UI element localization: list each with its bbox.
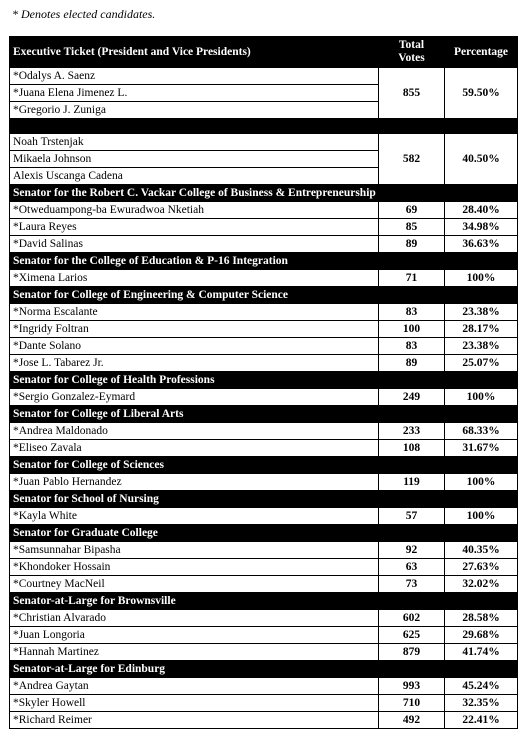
candidate-row — [10, 321, 518, 338]
candidate-row — [10, 440, 518, 457]
candidate-name: *Eliseo Zavala — [10, 440, 379, 457]
section-title: Senator for College of Health Professions — [10, 372, 518, 389]
ticket-separator — [10, 119, 518, 134]
candidate-row — [10, 542, 518, 559]
candidate-row — [10, 270, 518, 287]
candidate-votes: 119 — [379, 474, 445, 491]
table-header-row — [10, 37, 518, 68]
candidate-percentage: 68.33% — [445, 423, 518, 440]
candidate-name: *Skyler Howell — [10, 695, 379, 712]
candidate-name: *Andrea Gaytan — [10, 678, 379, 695]
candidate-percentage: 40.35% — [445, 542, 518, 559]
candidate-row — [10, 338, 518, 355]
candidate-name: *Hannah Martinez — [10, 644, 379, 661]
candidate-votes: 100 — [379, 321, 445, 338]
candidate-name: *Richard Reimer — [10, 712, 379, 729]
candidate-row — [10, 423, 518, 440]
candidate-percentage: 32.35% — [445, 695, 518, 712]
candidate-name: *Courtney MacNeil — [10, 576, 379, 593]
section-header-row — [10, 406, 518, 423]
candidate-row — [10, 712, 518, 729]
candidate-votes: 57 — [379, 508, 445, 525]
candidate-percentage: 28.40% — [445, 202, 518, 219]
candidate-name: *Norma Escalante — [10, 304, 379, 321]
candidate-votes: 625 — [379, 627, 445, 644]
section-header-row — [10, 372, 518, 389]
candidate-votes: 492 — [379, 712, 445, 729]
candidate-percentage: 22.41% — [445, 712, 518, 729]
candidate-row — [10, 355, 518, 372]
candidate-votes: 710 — [379, 695, 445, 712]
candidate-votes: 89 — [379, 355, 445, 372]
candidate-row — [10, 508, 518, 525]
candidate-row — [10, 389, 518, 406]
candidate-name: *Laura Reyes — [10, 219, 379, 236]
section-header-row — [10, 593, 518, 610]
candidate-votes: 83 — [379, 304, 445, 321]
candidate-row — [10, 610, 518, 627]
candidate-percentage: 32.02% — [445, 576, 518, 593]
candidate-votes: 602 — [379, 610, 445, 627]
candidate-row — [10, 236, 518, 253]
candidate-votes: 89 — [379, 236, 445, 253]
candidate-row — [10, 678, 518, 695]
candidate-row — [10, 559, 518, 576]
section-title: Senator for School of Nursing — [10, 491, 518, 508]
candidate-votes: 233 — [379, 423, 445, 440]
candidate-votes: 85 — [379, 219, 445, 236]
candidate-percentage: 100% — [445, 270, 518, 287]
candidate-name: *Juan Pablo Hernandez — [10, 474, 379, 491]
section-header-row — [10, 457, 518, 474]
percentage-header: Percentage — [445, 37, 518, 68]
candidate-votes: 71 — [379, 270, 445, 287]
candidate-votes: 73 — [379, 576, 445, 593]
section-title: Senator for College of Liberal Arts — [10, 406, 518, 423]
candidate-votes: 108 — [379, 440, 445, 457]
candidate-votes: 993 — [379, 678, 445, 695]
candidate-name: Noah Trstenjak — [10, 134, 379, 151]
candidate-row — [10, 695, 518, 712]
candidate-name: Mikaela Johnson — [10, 151, 379, 168]
candidate-percentage: 100% — [445, 474, 518, 491]
candidate-row — [10, 627, 518, 644]
candidate-row — [10, 644, 518, 661]
candidate-percentage: 28.58% — [445, 610, 518, 627]
candidate-name: *Samsunnahar Bipasha — [10, 542, 379, 559]
section-title: Senator for the College of Education & P-16 Integration — [10, 253, 518, 270]
ticket-row — [10, 68, 518, 85]
section-header-row — [10, 661, 518, 678]
section-title: Senator for College of Engineering & Computer Science — [10, 287, 518, 304]
candidate-percentage: 31.67% — [445, 440, 518, 457]
candidate-votes: 249 — [379, 389, 445, 406]
candidate-name: *Sergio Gonzalez-Eymard — [10, 389, 379, 406]
candidate-name: *David Salinas — [10, 236, 379, 253]
section-header-row — [10, 491, 518, 508]
candidate-row — [10, 304, 518, 321]
candidate-name: *Dante Solano — [10, 338, 379, 355]
total-votes-header: Total Votes — [379, 37, 445, 68]
candidate-votes: 83 — [379, 338, 445, 355]
candidate-name: *Gregorio J. Zuniga — [10, 102, 379, 119]
section-header-row — [10, 525, 518, 542]
candidate-percentage: 29.68% — [445, 627, 518, 644]
ticket-percentage: 59.50% — [445, 68, 518, 119]
ticket-percentage: 40.50% — [445, 134, 518, 185]
election-results-table — [9, 36, 518, 729]
candidate-name: *Ingridy Foltran — [10, 321, 379, 338]
candidate-name: *Christian Alvarado — [10, 610, 379, 627]
elected-note: * Denotes elected candidates. — [12, 7, 156, 21]
candidate-percentage: 23.38% — [445, 304, 518, 321]
candidate-name: *Khondoker Hossain — [10, 559, 379, 576]
candidate-percentage: 28.17% — [445, 321, 518, 338]
candidate-votes: 69 — [379, 202, 445, 219]
section-title: Senator for the Robert C. Vackar College of Business & Entrepreneurship — [10, 185, 518, 202]
candidate-name: *Otweduampong-ba Ewuradwoa Nketiah — [10, 202, 379, 219]
candidate-name: *Juan Longoria — [10, 627, 379, 644]
candidate-row — [10, 219, 518, 236]
candidate-percentage: 25.07% — [445, 355, 518, 372]
candidate-row — [10, 474, 518, 491]
candidate-votes: 879 — [379, 644, 445, 661]
candidate-name: *Andrea Maldonado — [10, 423, 379, 440]
section-title: Senator-at-Large for Edinburg — [10, 661, 518, 678]
candidate-name: *Ximena Larios — [10, 270, 379, 287]
ticket-votes: 582 — [379, 134, 445, 185]
candidate-percentage: 27.63% — [445, 559, 518, 576]
candidate-votes: 63 — [379, 559, 445, 576]
ticket-row — [10, 134, 518, 151]
separator-cell — [10, 119, 518, 134]
candidate-percentage: 36.63% — [445, 236, 518, 253]
section-header-row — [10, 253, 518, 270]
section-title: Senator-at-Large for Brownsville — [10, 593, 518, 610]
candidate-name: *Juana Elena Jimenez L. — [10, 85, 379, 102]
candidate-name: *Jose L. Tabarez Jr. — [10, 355, 379, 372]
candidate-votes: 92 — [379, 542, 445, 559]
section-title: Senator for College of Sciences — [10, 457, 518, 474]
section-header-row — [10, 185, 518, 202]
candidate-name: *Odalys A. Saenz — [10, 68, 379, 85]
candidate-percentage: 23.38% — [445, 338, 518, 355]
candidate-percentage: 41.74% — [445, 644, 518, 661]
ticket-header: Executive Ticket (President and Vice Presidents) — [10, 37, 379, 68]
ticket-votes: 855 — [379, 68, 445, 119]
candidate-row — [10, 576, 518, 593]
section-header-row — [10, 287, 518, 304]
candidate-percentage: 100% — [445, 508, 518, 525]
candidate-name: Alexis Uscanga Cadena — [10, 168, 379, 185]
candidate-name: *Kayla White — [10, 508, 379, 525]
candidate-percentage: 34.98% — [445, 219, 518, 236]
section-title: Senator for Graduate College — [10, 525, 518, 542]
candidate-row — [10, 202, 518, 219]
candidate-percentage: 100% — [445, 389, 518, 406]
candidate-percentage: 45.24% — [445, 678, 518, 695]
